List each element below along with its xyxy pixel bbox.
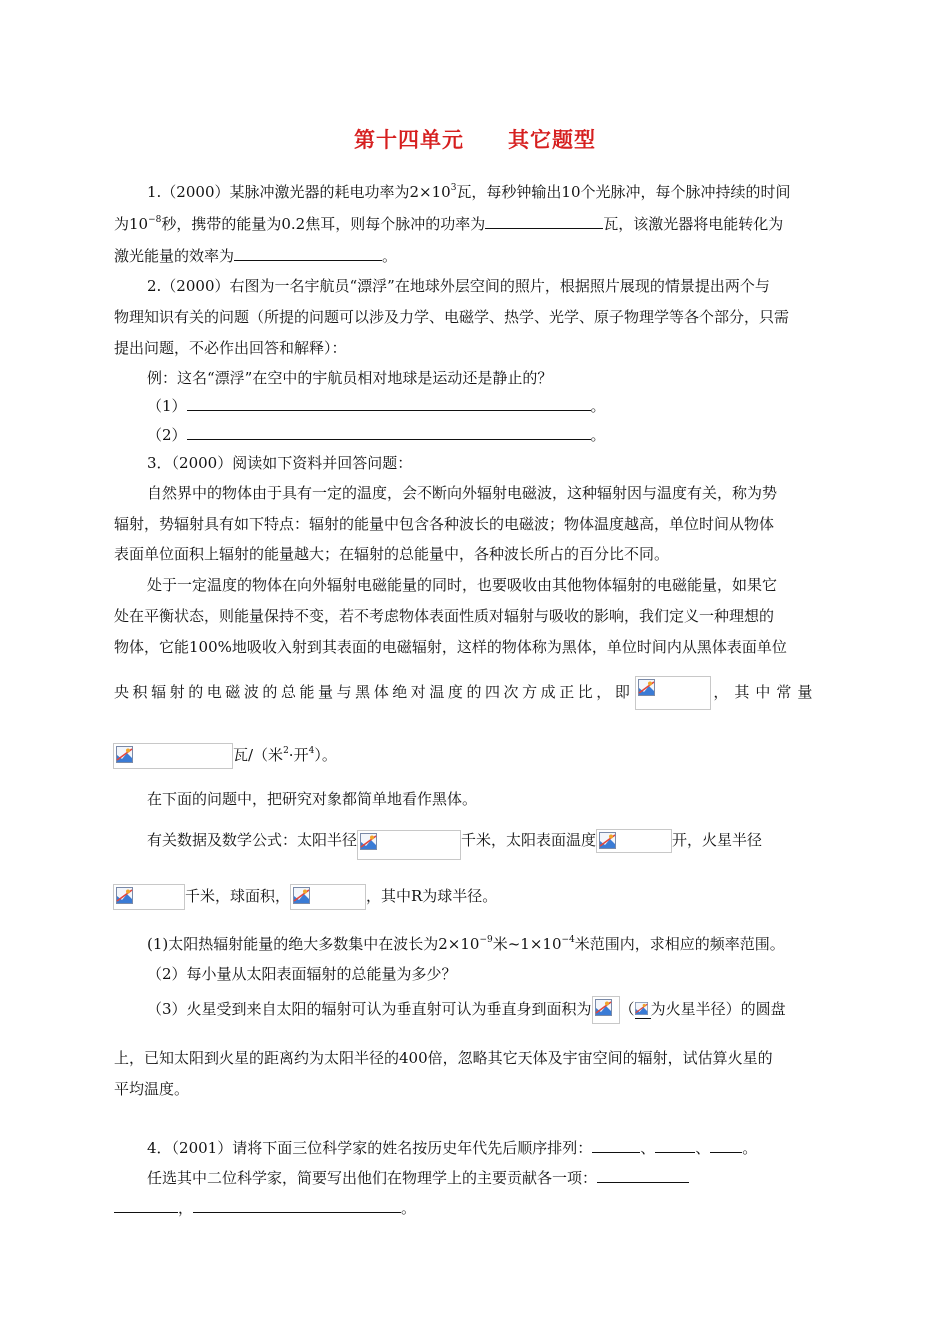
q3-sub3-line2: 上，已知太阳到火星的距离约为太阳半径的400倍，忽略其它天体及宇宙空间的辐射，试估算火星的	[114, 1049, 773, 1067]
q4-blank-scientist-3[interactable]	[710, 1138, 742, 1153]
q3-sub3: （3）火星受到来自太阳的辐射可认为垂直射可认为垂直身到面积为 （ 为火星半径）的圆盘	[147, 996, 786, 1024]
formula-mars-radius-image	[113, 884, 185, 910]
q3-sub2: （2）每小量从太阳表面辐射的总能量为多少？	[147, 965, 457, 983]
broken-image-icon	[595, 999, 612, 1016]
broken-image-icon	[360, 833, 377, 850]
formula-sigma-image	[113, 743, 233, 769]
q1-blank-efficiency[interactable]	[234, 246, 382, 261]
q3-p1-line2: 辐射，势辐射具有如下特点：辐射的能量中包含各种波长的电磁波；物体温度越高，单位时间从物体	[114, 515, 775, 533]
q4-blank-scientist-1[interactable]	[592, 1138, 640, 1153]
q3-p2-line3: 物体，它能100%地吸收入射到其表面的电磁辐射，这样的物体称为黑体，单位时间内从黑体表面单位	[114, 638, 787, 656]
q4-blank-contribution-2[interactable]	[193, 1198, 401, 1213]
formula-sphere-area-image	[290, 884, 366, 910]
q2-example: 例：这名“漂浮”在空中的宇航员相对地球是运动还是静止的？	[147, 369, 553, 387]
q3-p2-line1: 处于一定温度的物体在向外辐射电磁能量的同时，也要吸收由其他物体辐射的电磁能量，如果它	[147, 576, 778, 594]
q3-p2-line2: 处在平衡状态，则能量保持不变，若不考虑物体表面性质对辐射与吸收的影响，我们定义一种理想的	[114, 607, 775, 625]
formula-sun-temperature-image	[596, 829, 672, 853]
formula-disk-area-image	[592, 996, 620, 1024]
q4-line1: 4．（2001）请将下面三位科学家的姓名按历史年代先后顺序排列： 、 、 。	[147, 1139, 758, 1157]
page-title	[0, 124, 950, 154]
q4-line2: 任选其中二位科学家，简要写出他们在物理学上的主要贡献各一项：	[147, 1168, 689, 1188]
formula-mars-r-image	[635, 1001, 651, 1019]
q4-blank-scientist-2[interactable]	[655, 1138, 695, 1153]
q3-p2-line4: 央积辐射的电磁波的总能量与黑体绝对温度的四次方成正比，即 ，其中常量	[114, 676, 818, 710]
q4-line3: ， 。	[114, 1198, 416, 1218]
formula-sun-radius-image	[357, 830, 461, 860]
q1-line2: 为$10^{-8}$秒，携带的能量为0.2焦耳，则每个脉冲的功率为 瓦，该激光器将电能转化为	[114, 215, 784, 233]
q3-p2-line5: 瓦/（米$^2$·开$^4$）。	[113, 743, 337, 769]
q2-blank-1[interactable]	[187, 396, 591, 411]
q3-sub3-line3: 平均温度。	[114, 1080, 190, 1098]
q3-p3: 在下面的问题中，把研究对象都简单地看作黑体。	[147, 790, 478, 808]
q3-sub1: (1)太阳热辐射能量的绝大多数集中在波长为$2\times 10^{-9}$米$\sim 1\times 10^{-4}$米范围内，求相应的频率范围。	[147, 935, 785, 953]
q2-answer-1: （1） 。	[147, 397, 606, 415]
q4-blank-contribution-1b[interactable]	[114, 1198, 178, 1213]
q4-blank-contribution-1a[interactable]	[597, 1168, 689, 1183]
broken-image-icon	[599, 832, 616, 849]
q3-heading: 3．（2000）阅读如下资料并回答问题：	[147, 454, 413, 472]
q1-line1: 1.（2000）某脉冲激光器的耗电功率为$2\times 10^3$瓦，每秒钟输出10个光脉冲，每个脉冲持续的时间	[147, 183, 791, 201]
q3-data-line2: 千米，球面积， ，其中R为球半径。	[113, 884, 497, 910]
q2-line1: 2.（2000）右图为一名宇航员“漂浮”在地球外层空间的照片，根据照片展现的情景提出两个与	[147, 277, 770, 295]
broken-image-icon	[116, 887, 133, 904]
title-topic: 其它题型	[508, 127, 596, 152]
formula-stefan-law-image	[635, 676, 711, 710]
broken-image-icon	[635, 1002, 648, 1015]
title-unit: 第十四单元	[354, 127, 464, 152]
q1-blank-power[interactable]	[485, 214, 603, 229]
q3-p1-line3: 表面单位面积上辐射的能量越大；在辐射的总能量中，各种波长所占的百分比不同。	[114, 545, 670, 563]
broken-image-icon	[293, 887, 310, 904]
q2-line3: 提出问题，不必作出回答和解释）：	[114, 339, 347, 357]
q1-line3: 激光能量的效率为 。	[114, 247, 398, 265]
q2-blank-2[interactable]	[187, 425, 591, 440]
q2-line2: 物理知识有关的问题（所提的问题可以涉及力学、电磁学、热学、光学、原子物理学等各个部分，只需	[114, 308, 790, 326]
broken-image-icon	[116, 746, 133, 763]
q3-data-line: 有关数据及数学公式：太阳半径 千米，太阳表面温度 开，火星半径	[147, 822, 762, 860]
q2-answer-2: （2） 。	[147, 426, 606, 444]
broken-image-icon	[638, 679, 655, 696]
q3-p1-line1: 自然界中的物体由于具有一定的温度，会不断向外辐射电磁波，这种辐射因与温度有关，称为势	[147, 484, 778, 502]
